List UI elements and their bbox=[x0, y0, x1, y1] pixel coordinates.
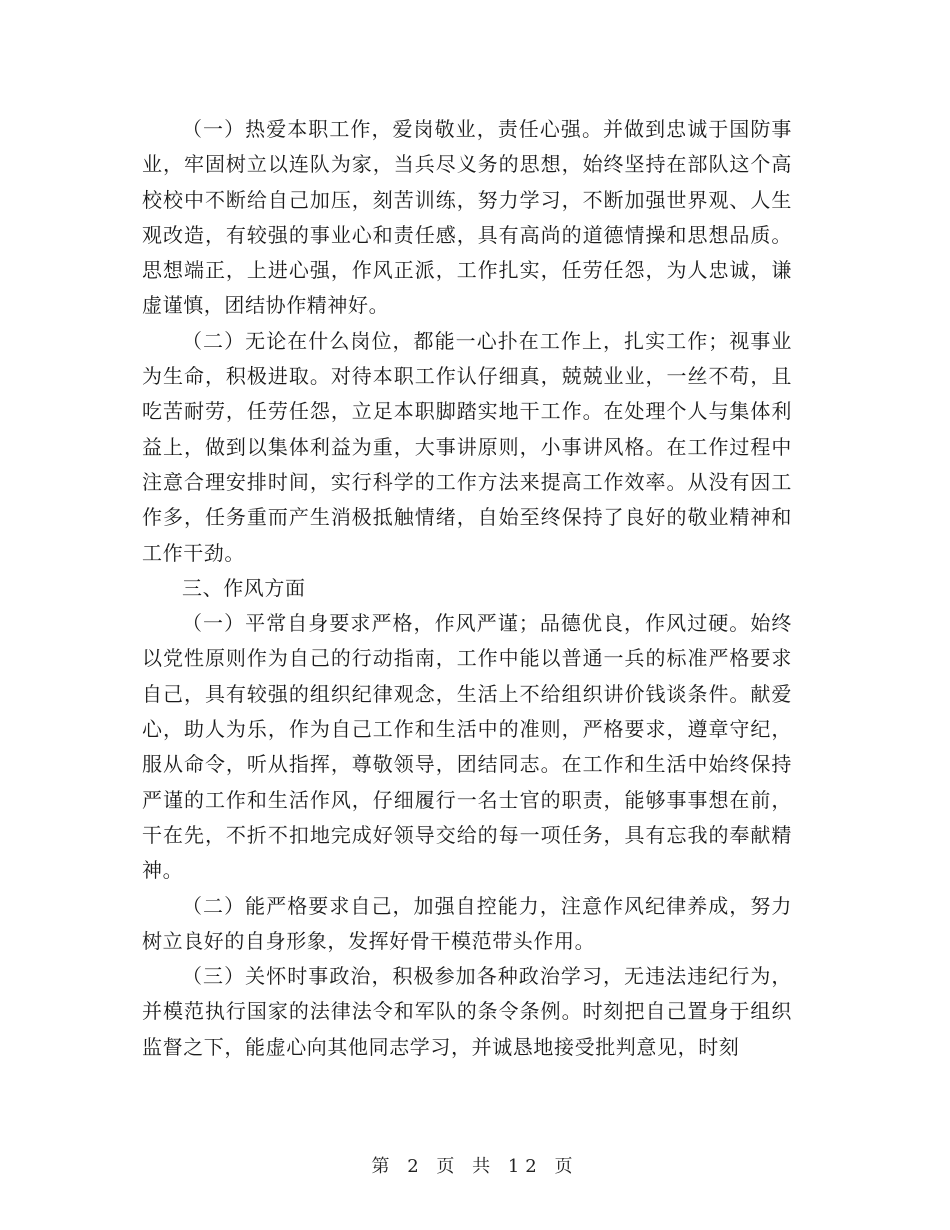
paragraph-5: （三）关怀时事政治，积极参加各种政治学习，无违法违纪行为，并模范执行国家的法律法令和军队的条令条例。时刻把自己置身于组织监督之下，能虚心向其他同志学习，并诚恳地接受批判意见，时刻 bbox=[142, 964, 792, 1059]
paragraph-2: （二）无论在什么岗位，都能一心扑在工作上，扎实工作；视事业为生命，积极进取。对待本职工作认仔细真，兢兢业业，一丝不苟，且吃苦耐劳，任劳任怨，立足本职脚踏实地干工作。在处理个人与集体利益上，做到以集体利益为重，大事讲原则，小事讲风格。在工作过程中注意合理安排时间，实行科学的工作方法来提高工作效率。从没有因工作多，任务重而产生消极抵触情绪，自始至终保持了良好的敬业精神和工作干劲。 bbox=[142, 328, 792, 565]
paragraph-1: （一）热爱本职工作，爱岗敬业，责任心强。并做到忠诚于国防事业，牢固树立以连队为家，当兵尽义务的思想，始终坚持在部队这个高校校中不断给自己加压，刻苦训练，努力学习，不断加强世界观、人生观改造，有较强的事业心和责任感，具有高尚的道德情操和思想品质。思想端正，上进心强，作风正派，工作扎实，任劳任怨，为人忠诚，谦虚谨慎，团结协作精神好。 bbox=[142, 117, 792, 318]
page-number-footer: 第 2 页 共 12 页 bbox=[371, 1156, 579, 1177]
paragraph-3: （一）平常自身要求严格，作风严谨；品德优良，作风过硬。始终以党性原则作为自己的行动指南，工作中能以普通一兵的标准严格要求自己，具有较强的组织纪律观念，生活上不给组织讲价钱谈条件。献爱心，助人为乐，作为自己工作和生活中的准则，严格要求，遵章守纪，服从命令，听从指挥，尊敬领导，团结同志。在工作和生活中始终保持严谨的工作和生活作风，仔细履行一名士官的职责，能够事事想在前，干在先，不折不扣地完成好领导交给的每一项任务，具有忘我的奉献精神。 bbox=[142, 611, 792, 883]
document-body bbox=[142, 112, 792, 1065]
paragraph-4: （二）能严格要求自己，加强自控能力，注意作风纪律养成，努力树立良好的自身形象，发挥好骨干模范带头作用。 bbox=[142, 893, 792, 953]
section-heading: 三、作风方面 bbox=[182, 575, 306, 600]
